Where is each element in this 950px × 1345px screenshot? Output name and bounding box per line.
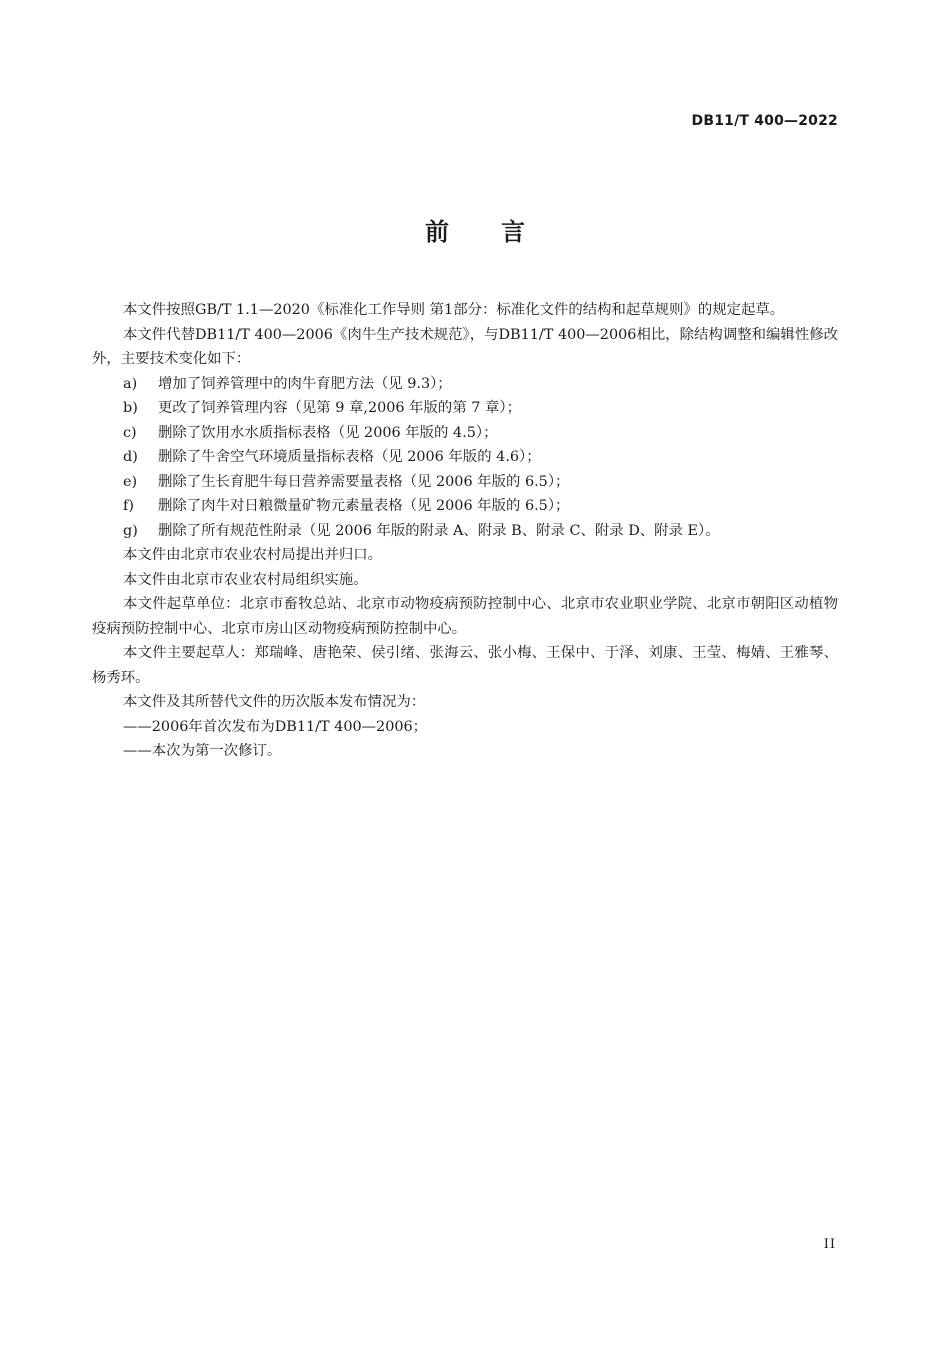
paragraph-drafters: 本文件主要起草人：郑瑞峰、唐艳荣、侯引绪、张海云、张小梅、王保中、于泽、刘康、王莹、梅婧、王雅琴、杨秀环。 — [92, 645, 838, 686]
change-item-mark: a) — [123, 375, 138, 392]
change-item-text: 删除了牛舍空气环境质量指标表格（见 2006 年版的 4.6）； — [158, 449, 541, 465]
change-item-mark: d) — [123, 449, 138, 465]
document-code: DB11/T 400—2022 — [691, 113, 838, 129]
change-item-text: 更改了饲养管理内容（见第 9 章,2006 年版的第 7 章）； — [158, 400, 521, 416]
change-item-mark: b) — [123, 400, 138, 416]
paragraph-proposer: 本文件由北京市农业农村局提出并归口。 — [123, 547, 383, 563]
change-item-text: 删除了饮用水水质指标表格（见 2006 年版的 4.5）； — [158, 424, 498, 441]
change-item — [92, 494, 838, 519]
history-item: ——2006年首次发布为DB11/T 400—2006； — [123, 718, 428, 735]
title-char-1: 前 — [425, 218, 449, 246]
paragraph-replacement: 本文件代替DB11/T 400—2006《肉牛生产技术规范》，与DB11/T 400—2006相比，除结构调整和编辑性修改外，主要技术变化如下： — [92, 326, 838, 367]
page-number: II — [823, 1237, 836, 1252]
page-title — [0, 212, 950, 247]
history-item: ——本次为第一次修订。 — [123, 743, 282, 759]
change-item — [92, 372, 838, 397]
paragraph-drafting-units: 本文件起草单位：北京市畜牧总站、北京市动物疫病预防控制中心、北京市农业职业学院、北京市朝阳区动植物疫病预防控制中心、北京市房山区动物疫病预防控制中心。 — [92, 596, 838, 637]
foreword-body — [92, 298, 838, 764]
change-item-text: 删除了肉牛对日粮微量矿物元素量表格（见 2006 年版的 6.5）； — [158, 498, 570, 514]
change-item-text: 增加了饲养管理中的肉牛育肥方法（见 9.3）； — [158, 375, 452, 392]
change-item-mark: g) — [123, 522, 138, 539]
change-item — [92, 445, 838, 470]
change-item — [92, 519, 838, 544]
change-item — [92, 421, 838, 446]
paragraph-implementer: 本文件由北京市农业农村局组织实施。 — [123, 571, 368, 588]
change-item-mark: e) — [123, 473, 138, 490]
change-item-mark: c) — [123, 424, 137, 441]
change-item-text: 删除了所有规范性附录（见 2006 年版的附录 A、附录 B、附录 C、附录 D、附录 E）。 — [158, 522, 720, 539]
change-item — [92, 396, 838, 421]
change-item — [92, 470, 838, 495]
change-item-text: 删除了生长育肥牛每日营养需要量表格（见 2006 年版的 6.5）； — [158, 473, 570, 490]
paragraph-standard-basis: 本文件按照GB/T 1.1—2020《标准化工作导则 第1部分：标准化文件的结构和起草规则》的规定起草。 — [123, 302, 785, 318]
title-char-2: 言 — [501, 218, 525, 246]
change-item-mark: f) — [123, 498, 134, 514]
paragraph-history-intro: 本文件及其所替代文件的历次版本发布情况为： — [123, 694, 426, 710]
